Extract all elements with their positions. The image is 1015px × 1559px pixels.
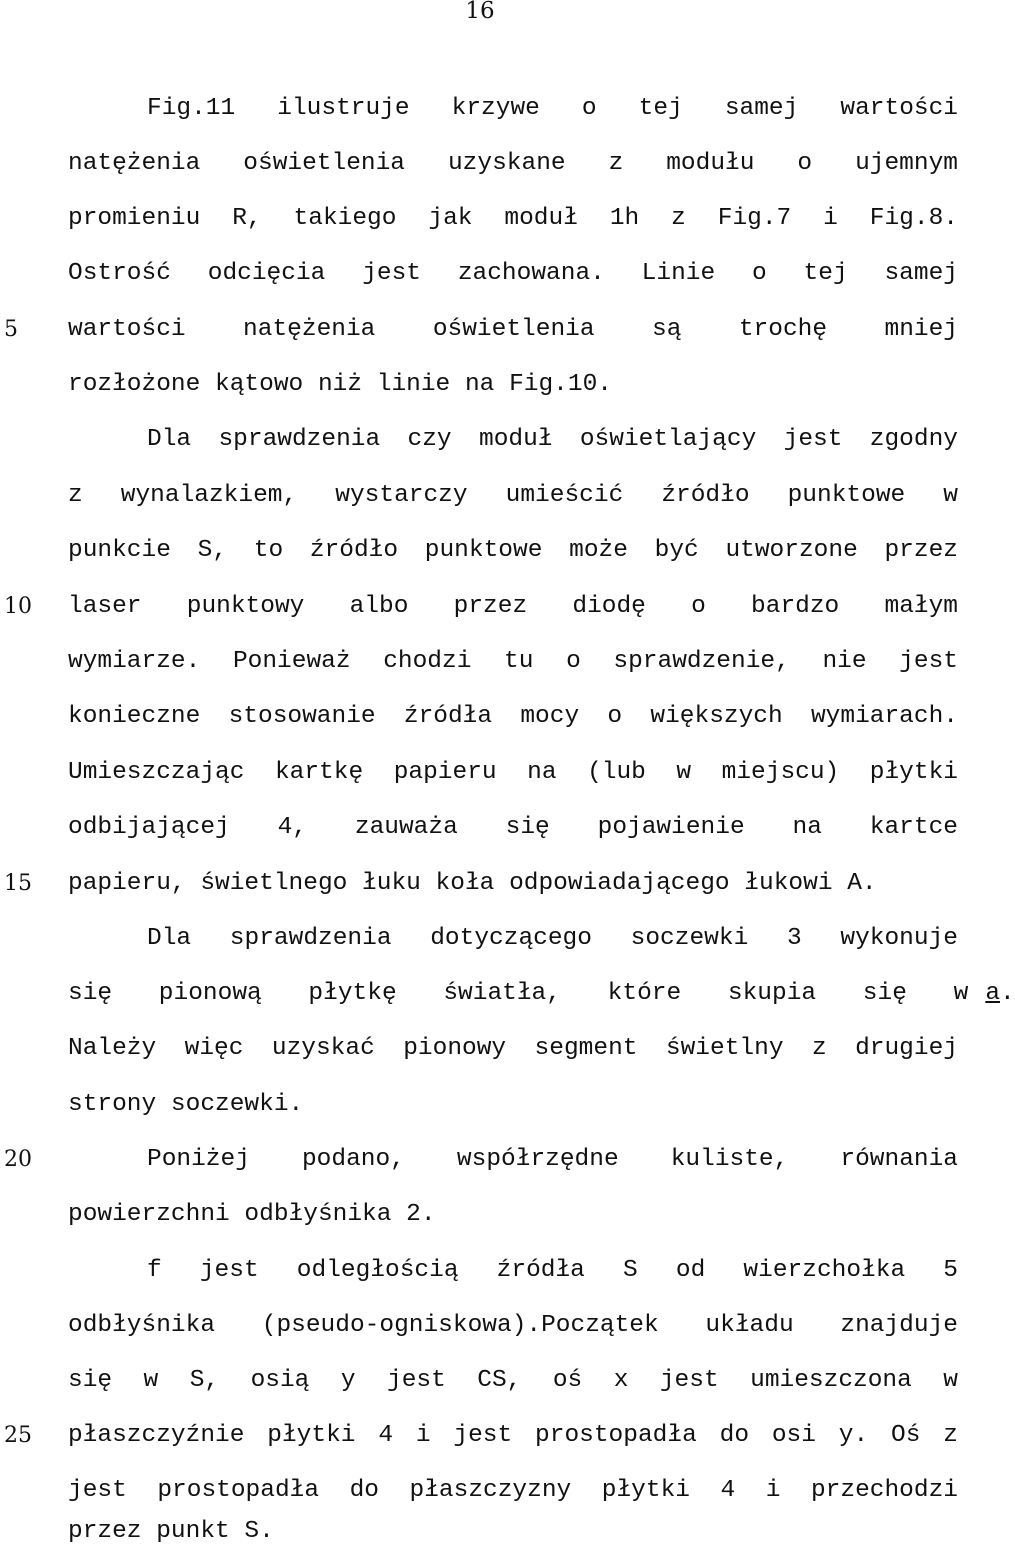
paragraph-line: punkcie S, to źródło punktowe może być utworzone przez — [68, 537, 958, 564]
line-number-5: 5 — [4, 317, 18, 342]
paragraph-line: strony soczewki. — [68, 1091, 304, 1118]
paragraph-line: f jest odległością źródła S od wierzchołka 5 — [147, 1257, 958, 1284]
paragraph-line: się w S, osią y jest CS, oś x jest umieszczona w — [68, 1367, 958, 1394]
paragraph-line: promieniu R, takiego jak moduł 1h z Fig.7 i Fig.8. — [68, 205, 958, 232]
line-number-10: 10 — [4, 594, 32, 619]
line-number-20: 20 — [4, 1147, 32, 1172]
paragraph-line: Poniżej podano, współrzędne kuliste, równania — [147, 1146, 958, 1173]
paragraph-line — [68, 966, 1015, 1021]
paragraph-line: Umieszczając kartkę papieru na (lub w miejscu) płytki — [68, 759, 958, 786]
paragraph-line: Ostrość odcięcia jest zachowana. Linie o tej samej — [68, 260, 958, 287]
paragraph-line: Należy więc uzyskać pionowy segment świetlny z drugiej — [68, 1035, 958, 1062]
paragraph-line: Dla sprawdzenia czy moduł oświetlający jest zgodny — [147, 426, 958, 453]
line-number-15: 15 — [4, 871, 32, 896]
paragraph-line: konieczne stosowanie źródła mocy o większych wymiarach. — [68, 703, 958, 730]
paragraph-line: Dla sprawdzenia dotyczącego soczewki 3 wykonuje — [147, 925, 958, 952]
paragraph-line: przez punkt S. — [68, 1518, 274, 1545]
paragraph-line: z wynalazkiem, wystarczy umieścić źródło punktowe w — [68, 482, 958, 509]
paragraph-line: laser punktowy albo przez diodę o bardzo małym — [68, 593, 958, 620]
paragraph-line: płaszczyźnie płytki 4 i jest prostopadła do osi y. Oś z — [68, 1422, 958, 1449]
paragraph-line: wartości natężenia oświetlenia są trochę mniej — [68, 316, 958, 343]
paragraph-line: odbijającej 4, zauważa się pojawienie na kartce — [68, 814, 958, 841]
variable-a: a — [985, 980, 1001, 1007]
paragraph-line: Fig.11 ilustruje krzywe o tej samej wartości — [147, 95, 958, 122]
paragraph-line: odbłyśnika (pseudo-ogniskowa).Początek układu znajduje — [68, 1312, 958, 1339]
paragraph-line: rozłożone kątowo niż linie na Fig.10. — [68, 371, 612, 398]
paragraph-line: papieru, świetlnego łuku koła odpowiadającego łukowi A. — [68, 870, 877, 897]
paragraph-line: natężenia oświetlenia uzyskane z modułu o ujemnym — [68, 150, 958, 177]
line-text: się pionową płytkę światła, które skupia się w — [68, 980, 969, 1007]
paragraph-line: powierzchni odbłyśnika 2. — [68, 1201, 436, 1228]
paragraph-line: wymiarze. Ponieważ chodzi tu o sprawdzenie, nie jest — [68, 648, 958, 675]
line-number-25: 25 — [4, 1423, 32, 1448]
page-number: 16 — [465, 0, 495, 24]
paragraph-line: jest prostopadła do płaszczyzny płytki 4 i przechodzi — [68, 1477, 958, 1504]
period: . — [1000, 980, 1015, 1007]
